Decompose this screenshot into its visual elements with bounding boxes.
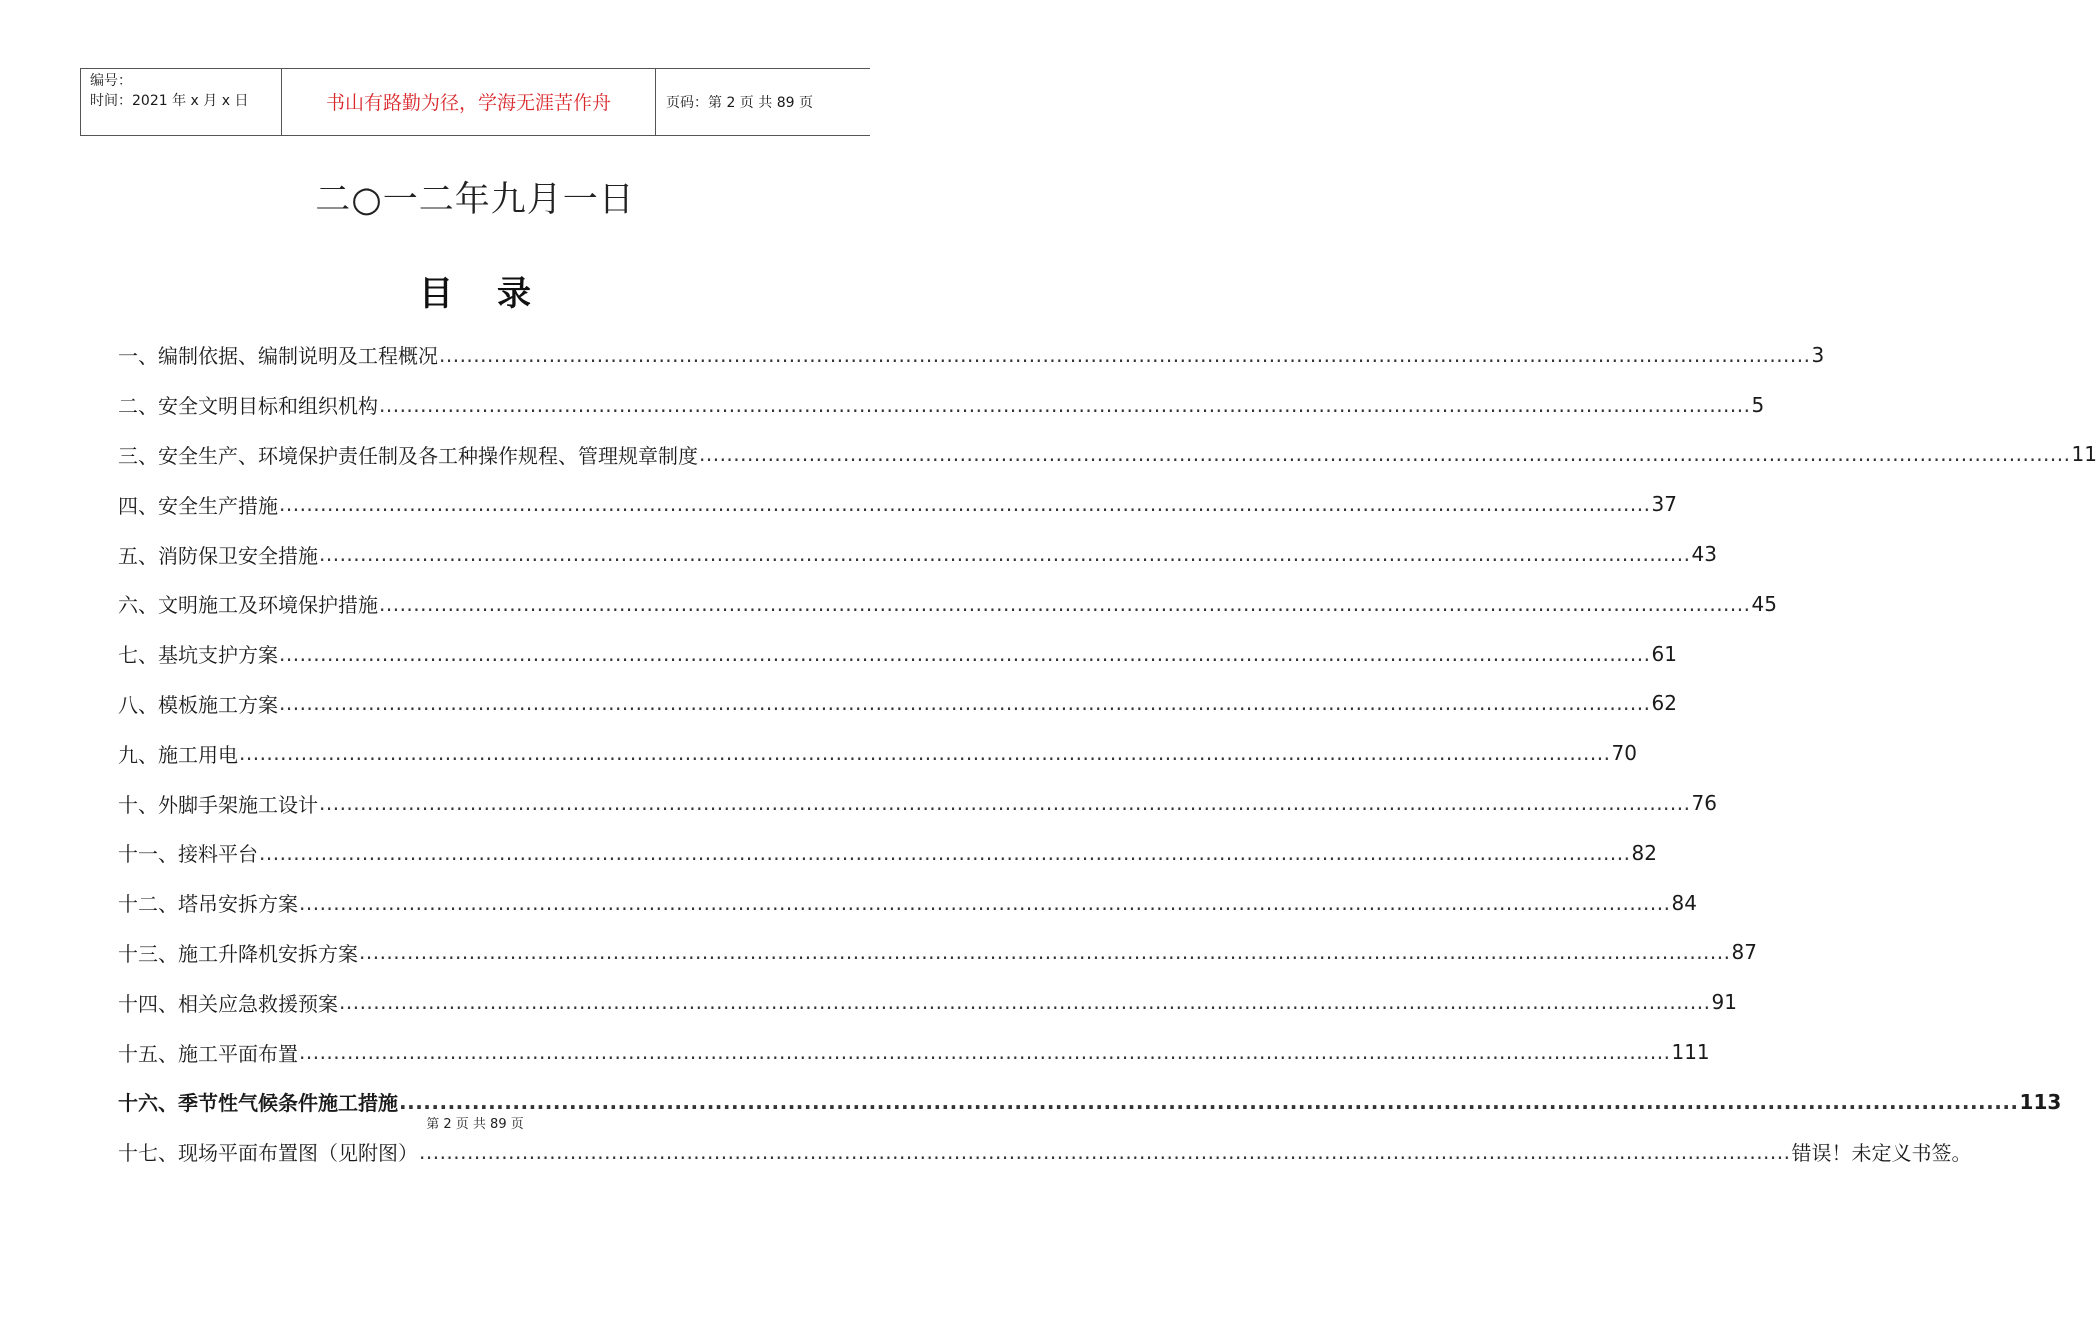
toc-entry-label: 十三、施工升降机安拆方案 — [118, 941, 358, 966]
dot-leader: ........................................................................................................................................................................................................ — [299, 1040, 1671, 1065]
dot-leader: ........................................................................................................................................................................................................ — [359, 940, 1731, 965]
toc-entry-page: 错误！未定义书签。 — [1791, 1141, 1972, 1166]
toc-entry-label: 二、安全文明目标和组织机构 — [118, 394, 378, 419]
toc-entry-page: 84 — [1671, 890, 1697, 915]
dot-leader: ........................................................................................................................................................................................................ — [399, 1089, 2019, 1114]
dot-leader: ........................................................................................................................................................................................................ — [379, 591, 1751, 616]
dot-leader: ........................................................................................................................................................................................................ — [279, 641, 1651, 666]
toc-entry-page: 111 — [1671, 1040, 1710, 1065]
toc-entry-label: 四、安全生产措施 — [118, 493, 278, 518]
toc-entry[interactable] — [118, 878, 1697, 928]
dot-leader: ........................................................................................................................................................................................................ — [239, 741, 1611, 766]
header-meta-cell — [81, 69, 282, 135]
toc-entry[interactable] — [118, 529, 1717, 579]
table-of-contents — [118, 330, 2097, 1177]
toc-entry-label: 一、编制依据、编制说明及工程概况 — [118, 344, 438, 369]
page-info: 页码：第 2 页 共 89 页 — [666, 95, 813, 111]
toc-entry-page: 11 — [2071, 442, 2097, 467]
header-table — [80, 68, 870, 136]
dot-leader: ........................................................................................................................................................................................................ — [319, 791, 1691, 816]
dot-leader: ........................................................................................................................................................................................................ — [279, 492, 1651, 517]
toc-entry-page: 76 — [1691, 791, 1717, 816]
dot-leader: ........................................................................................................................................................................................................ — [439, 342, 1811, 367]
toc-entry[interactable] — [118, 928, 1757, 978]
toc-entry-label: 十一、接料平台 — [118, 842, 258, 867]
toc-entry-label: 十五、施工平面布置 — [118, 1041, 298, 1066]
toc-entry[interactable] — [118, 330, 1825, 380]
header-motto-cell — [282, 69, 656, 135]
toc-entry-page: 61 — [1651, 641, 1677, 666]
toc-entry-label: 三、安全生产、环境保护责任制及各工种操作规程、管理规章制度 — [118, 443, 698, 468]
toc-entry[interactable] — [118, 828, 1657, 878]
toc-entry-label: 十四、相关应急救援预案 — [118, 991, 338, 1016]
dot-leader: ........................................................................................................................................................................................................ — [279, 691, 1651, 716]
toc-entry-page: 62 — [1651, 691, 1677, 716]
dot-leader: ........................................................................................................................................................................................................ — [339, 990, 1711, 1015]
toc-entry-label: 十七、现场平面布置图（见附图） — [118, 1141, 418, 1166]
toc-entry-page: 91 — [1711, 990, 1737, 1015]
date-title: 二○一二年九月一日 — [315, 180, 635, 220]
toc-entry[interactable] — [118, 380, 1765, 430]
motto: 书山有路勤为径，学海无涯苦作舟 — [325, 91, 611, 114]
toc-entry-label: 八、模板施工方案 — [118, 692, 278, 717]
toc-entry[interactable] — [118, 479, 1677, 529]
toc-entry[interactable] — [118, 430, 2097, 480]
toc-entry-page: 5 — [1751, 392, 1765, 417]
number-label: 编号： — [90, 73, 132, 89]
toc-entry[interactable] — [118, 977, 1737, 1027]
toc-entry[interactable] — [118, 778, 1717, 828]
toc-entry[interactable] — [118, 579, 1777, 629]
toc-entry-label: 七、基坑支护方案 — [118, 643, 278, 668]
toc-entry[interactable] — [118, 629, 1677, 679]
toc-entry[interactable] — [118, 679, 1677, 729]
time-label: 时间：2021 年 x 月 x 日 — [90, 93, 249, 109]
toc-entry-page: 37 — [1651, 492, 1677, 517]
dot-leader: ........................................................................................................................................................................................................ — [419, 1139, 1791, 1164]
dot-leader: ........................................................................................................................................................................................................ — [699, 442, 2071, 467]
dot-leader: ........................................................................................................................................................................................................ — [319, 542, 1691, 567]
dot-leader: ........................................................................................................................................................................................................ — [379, 392, 1751, 417]
toc-entry-page: 113 — [2019, 1089, 2062, 1114]
header-page-cell — [656, 69, 869, 135]
toc-title: 目录 — [419, 274, 575, 314]
toc-entry-label: 九、施工用电 — [118, 742, 238, 767]
toc-entry-label: 十、外脚手架施工设计 — [118, 792, 318, 817]
toc-entry-page: 3 — [1811, 342, 1825, 367]
toc-entry-page: 43 — [1691, 542, 1717, 567]
toc-entry[interactable] — [118, 1027, 1710, 1077]
toc-entry-page: 70 — [1611, 741, 1637, 766]
dot-leader: ........................................................................................................................................................................................................ — [299, 890, 1671, 915]
toc-entry-page: 87 — [1731, 940, 1757, 965]
toc-entry-label: 十六、季节性气候条件施工措施 — [118, 1091, 398, 1116]
toc-entry[interactable] — [118, 728, 1637, 778]
toc-entry-label: 六、文明施工及环境保护措施 — [118, 593, 378, 618]
toc-entry[interactable] — [118, 1127, 1972, 1177]
toc-entry-page: 82 — [1631, 840, 1657, 865]
dot-leader: ........................................................................................................................................................................................................ — [259, 840, 1631, 865]
toc-entry-label: 十二、塔吊安拆方案 — [118, 892, 298, 917]
page-footer: 第 2 页 共 89 页 — [426, 1117, 524, 1132]
toc-entry-page: 45 — [1751, 591, 1777, 616]
toc-entry-label: 五、消防保卫安全措施 — [118, 543, 318, 568]
